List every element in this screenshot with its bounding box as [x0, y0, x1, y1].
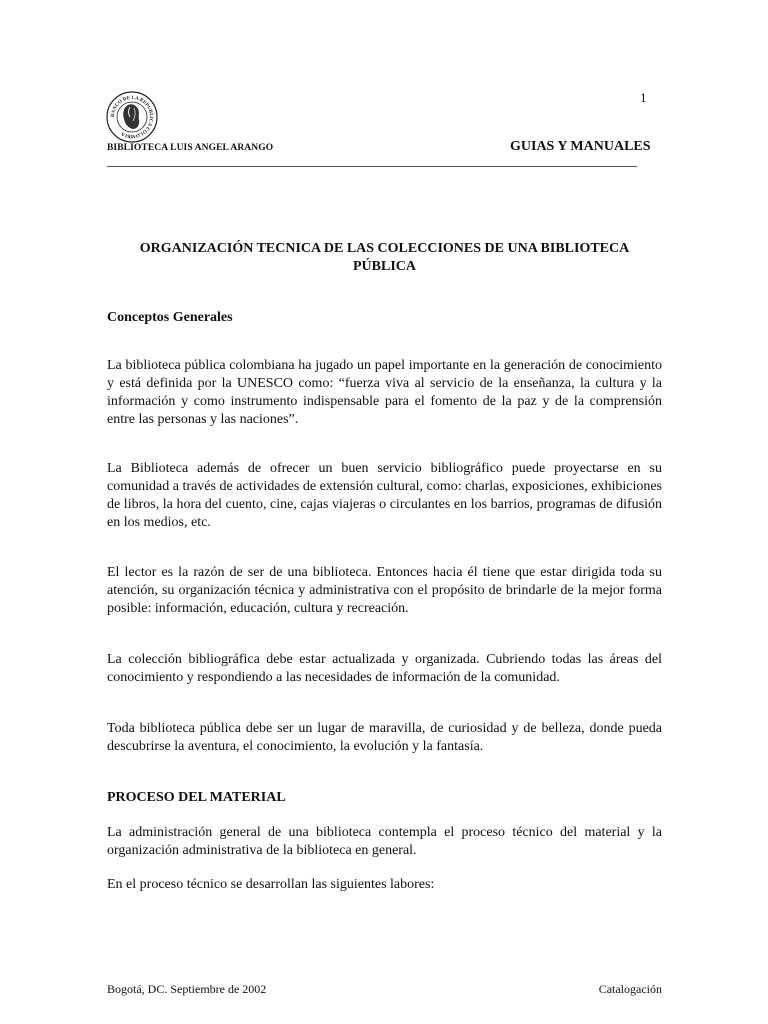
header-divider — [107, 166, 637, 167]
footer-section: Catalogación — [598, 982, 662, 996]
paragraph-proceso-tecnico: En el proceso técnico se desarrollan las siguientes labores: — [107, 877, 435, 892]
paragraph-servicio-bibliografico: La Biblioteca además de ofrecer un buen servicio bibliográfico puede proyectarse en su comunidad a través de actividades de extensión cultural, como: charlas, exposiciones, exhibiciones de libros, la hora del cuento, cine, cajas viajeras o circulantes en los barrios, programas de difusión en los medios, etc. — [107, 461, 662, 530]
paragraph-lector: El lector es la razón de ser de una biblioteca. Entonces hacia él tiene que estar dirigida toda su atención, su organización técnica y administrativa con el propósito de brindarle de la mejor forma posible: información, educación, cultura y recreación. — [107, 565, 662, 616]
paragraph-coleccion: La colección bibliográfica debe estar actualizada y organizada. Cubriendo todas las áreas del conocimiento y respondiendo a las necesidades de información de la comunidad. — [107, 652, 662, 685]
library-name: BIBLIOTECA LUIS ANGEL ARANGO — [107, 143, 274, 153]
page-number: 1 — [640, 90, 647, 105]
paragraph-biblioteca-publica: La biblioteca pública colombiana ha jugado un papel importante en la generación de conocimiento y está definida por la UNESCO como: “fuerza viva al servicio de la enseñanza, la cultura y la información y como instrumento indispensable para el fomento de la paz y de la comprensión entre las personas y las naciones”. — [107, 358, 662, 427]
bank-seal-logo — [106, 91, 158, 143]
section-heading-proceso: PROCESO DEL MATERIAL — [107, 790, 286, 805]
footer-date: Bogotá, DC. Septiembre de 2002 — [107, 982, 267, 996]
section-heading-conceptos: Conceptos Generales — [107, 310, 233, 325]
svg-text:BANCO DE LA REPUBLICA COLOMBI: BANCO DE LA REPUBLICA COLOMBIA — [110, 95, 154, 139]
series-title: GUIAS Y MANUALES — [510, 139, 651, 154]
document-title: ORGANIZACIÓN TECNICA DE LAS COLECCIONES DE UNA BIBLIOTECA PÚBLICA — [139, 241, 630, 274]
paragraph-administracion: La administración general de una biblioteca contempla el proceso técnico del material y la organización administrativa de la biblioteca en general. — [107, 825, 662, 858]
paragraph-lugar-maravilla: Toda biblioteca pública debe ser un lugar de maravilla, de curiosidad y de belleza, donde pueda descubrirse la aventura, el conocimiento, la evolución y la fantasía. — [107, 721, 662, 754]
